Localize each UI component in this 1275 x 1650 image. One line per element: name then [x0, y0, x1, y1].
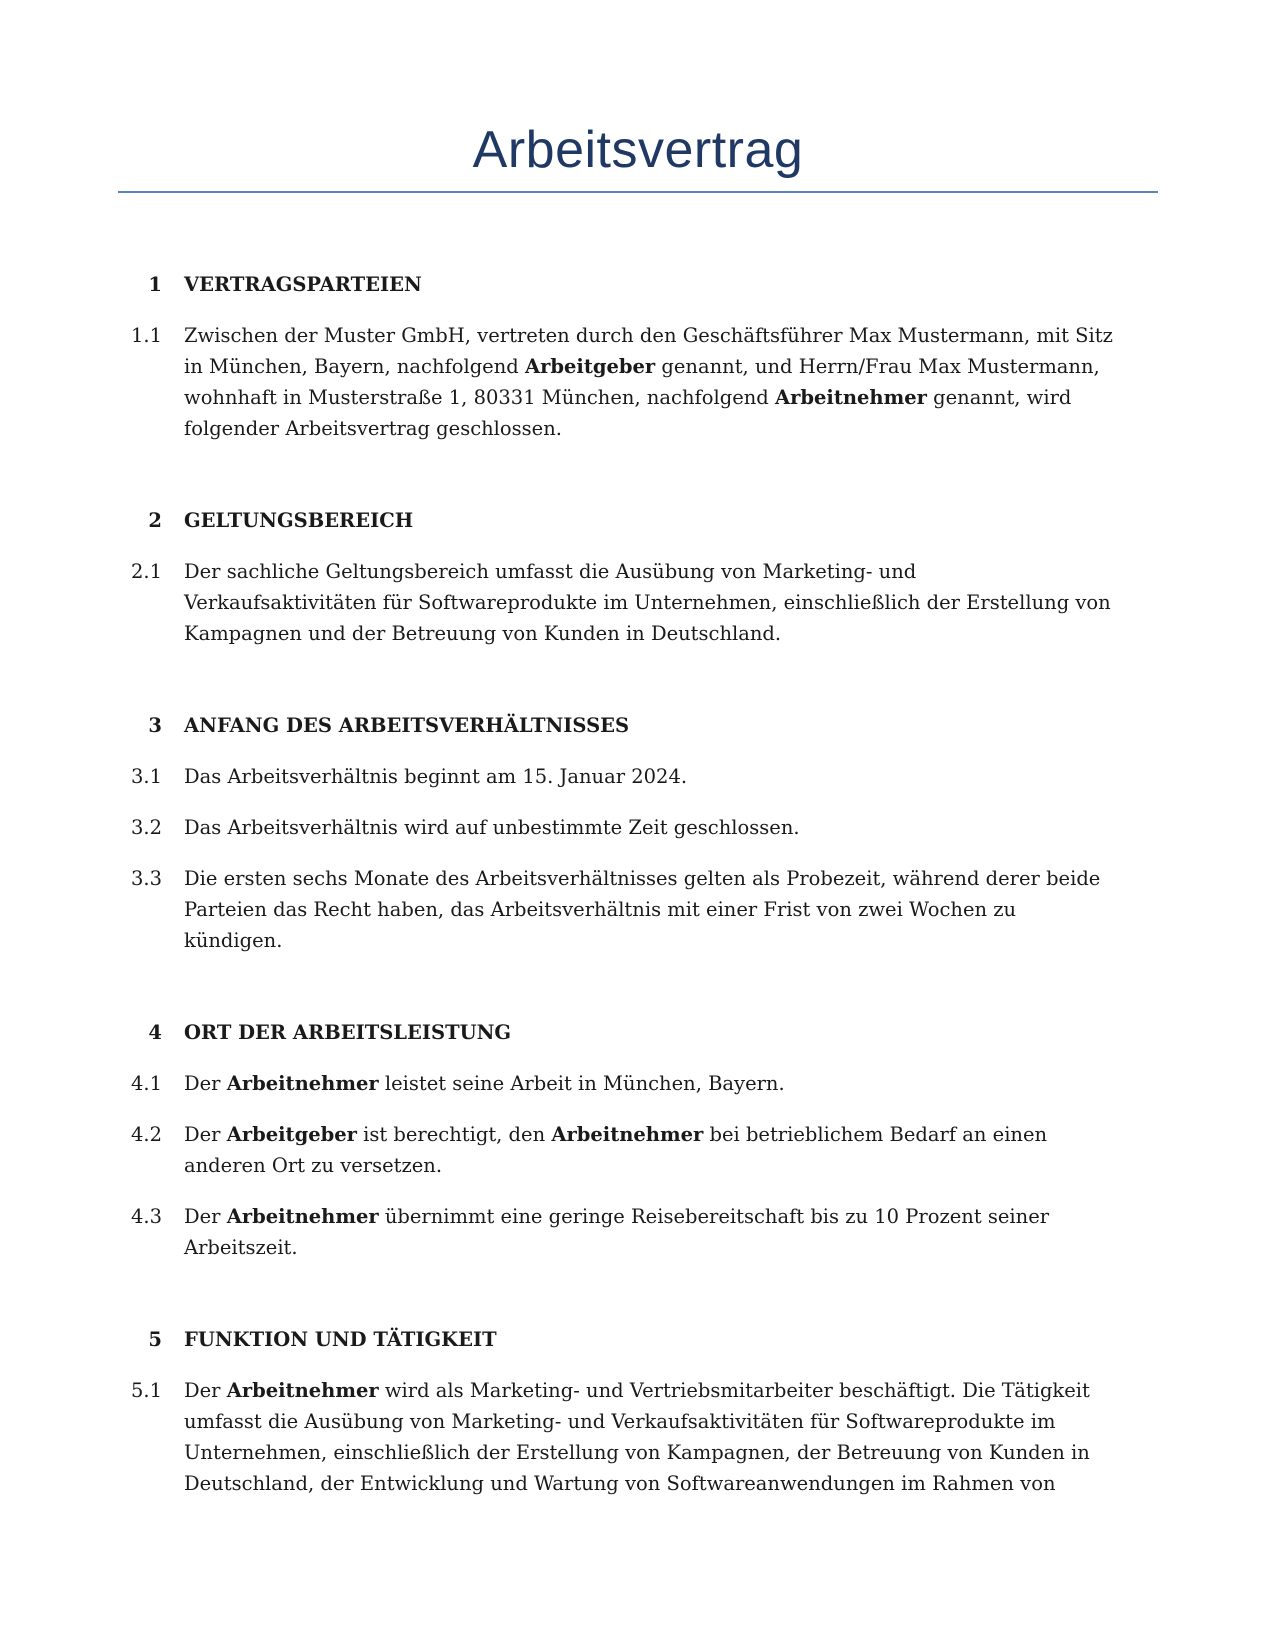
clause-text	[184, 556, 1114, 649]
clause-4.2	[0, 1119, 1275, 1181]
clause-text-segment: Das Arbeitsverhältnis beginnt am 15. Januar 2024.	[184, 765, 688, 788]
clause-number: 1.1	[130, 324, 162, 347]
clause-number: 4.3	[130, 1205, 162, 1228]
clause-text-segment: genannt, wird folgender Arbeitsvertrag geschlossen.	[184, 386, 1072, 440]
section-4	[0, 1018, 1275, 1263]
title-underline	[118, 191, 1158, 193]
document-body	[0, 270, 1275, 1561]
clause-text	[184, 1201, 1114, 1263]
clause-text-segment: Der	[184, 1379, 227, 1402]
clause-text-segment: leistet seine Arbeit in München, Bayern.	[378, 1072, 785, 1095]
section-heading	[0, 1018, 1275, 1048]
section-number: 3	[148, 714, 162, 737]
document-title: Arbeitsvertrag	[472, 121, 804, 179]
clause-text-segment: bei betrieblichem Bedarf an einen anderen Ort zu versetzen.	[184, 1123, 1048, 1177]
clause-text-segment: wird als Marketing- und Vertriebsmitarbeiter beschäftigt. Die Tätigkeit umfasst die Ausübung von Marketing- und Verkaufsaktivitäten für Softwareprodukte im Unternehmen, einschließlich der Erstellung von Kampagnen, der Betreuung von Kunden in Deutschland, der Entwicklung und Wartung von Softwareanwendungen im Rahmen von	[184, 1379, 1090, 1495]
section-heading	[0, 506, 1275, 536]
clause-5.1	[0, 1375, 1275, 1499]
section-title: VERTRAGSPARTEIEN	[184, 273, 422, 296]
defined-term: Arbeitgeber	[524, 355, 656, 378]
clause-text-segment: Der sachliche Geltungsbereich umfasst die Ausübung von Marketing- und Verkaufsaktivitäten für Softwareprodukte im Unternehmen, einschließlich der Erstellung von Kampagnen und der Betreuung von Kunden in Deutschland.	[184, 560, 1111, 645]
clause-text-segment: ist berechtigt, den	[356, 1123, 552, 1146]
defined-term: Arbeitnehmer	[226, 1205, 379, 1228]
section-heading	[0, 1325, 1275, 1355]
section-number: 5	[148, 1328, 162, 1351]
section-3	[0, 711, 1275, 956]
clause-text-segment: Der	[184, 1072, 227, 1095]
clause-text	[184, 761, 1114, 792]
section-number: 2	[148, 509, 162, 532]
clause-text	[184, 320, 1114, 444]
clause-text	[184, 812, 1114, 843]
section-5	[0, 1325, 1275, 1499]
defined-term: Arbeitnehmer	[774, 386, 927, 409]
section-heading	[0, 711, 1275, 741]
clause-text	[184, 1375, 1114, 1499]
section-number: 1	[148, 273, 162, 296]
clause-text	[184, 1068, 1114, 1099]
section-title: GELTUNGSBEREICH	[184, 509, 414, 532]
clause-number: 4.1	[130, 1072, 162, 1095]
clause-number: 4.2	[130, 1123, 162, 1146]
clause-number: 3.1	[130, 765, 162, 788]
clause-text	[184, 1119, 1114, 1181]
clause-text-segment: Das Arbeitsverhältnis wird auf unbestimmte Zeit geschlossen.	[184, 816, 800, 839]
clause-text-segment: genannt, und Herrn/Frau Max Mustermann, wohnhaft in Musterstraße 1, 80331 München, nachfolgend	[184, 355, 1100, 409]
clause-2.1	[0, 556, 1275, 649]
clause-text-segment: Die ersten sechs Monate des Arbeitsverhältnisses gelten als Probezeit, während derer beide Parteien das Recht haben, das Arbeitsverhältnis mit einer Frist von zwei Wochen zu kündigen.	[184, 867, 1101, 952]
clause-4.3	[0, 1201, 1275, 1263]
section-1	[0, 270, 1275, 444]
clause-3.1	[0, 761, 1275, 792]
clause-number: 3.3	[130, 867, 162, 890]
clause-number: 2.1	[130, 560, 162, 583]
clause-4.1	[0, 1068, 1275, 1099]
section-title: ORT DER ARBEITSLEISTUNG	[184, 1021, 512, 1044]
defined-term: Arbeitnehmer	[551, 1123, 704, 1146]
defined-term: Arbeitgeber	[226, 1123, 357, 1146]
section-title: ANFANG DES ARBEITSVERHÄLTNISSES	[184, 714, 630, 737]
clause-number: 5.1	[130, 1379, 162, 1402]
section-2	[0, 506, 1275, 649]
section-heading	[0, 270, 1275, 300]
clause-3.3	[0, 863, 1275, 956]
defined-term: Arbeitnehmer	[226, 1379, 379, 1402]
clause-text-segment: Der	[184, 1205, 227, 1228]
clause-text	[184, 863, 1114, 956]
clause-text-segment: Zwischen der Muster GmbH, vertreten durch den Geschäftsführer Max Mustermann, mit Sitz in München, Bayern, nachfolgend	[184, 324, 1113, 378]
section-number: 4	[148, 1021, 162, 1044]
clause-text-segment: Der	[184, 1123, 227, 1146]
clause-1.1	[0, 320, 1275, 444]
clause-number: 3.2	[130, 816, 162, 839]
defined-term: Arbeitnehmer	[226, 1072, 379, 1095]
clause-3.2	[0, 812, 1275, 843]
section-title: FUNKTION UND TÄTIGKEIT	[184, 1328, 497, 1351]
clause-text-segment: übernimmt eine geringe Reisebereitschaft bis zu 10 Prozent seiner Arbeitszeit.	[184, 1205, 1050, 1259]
